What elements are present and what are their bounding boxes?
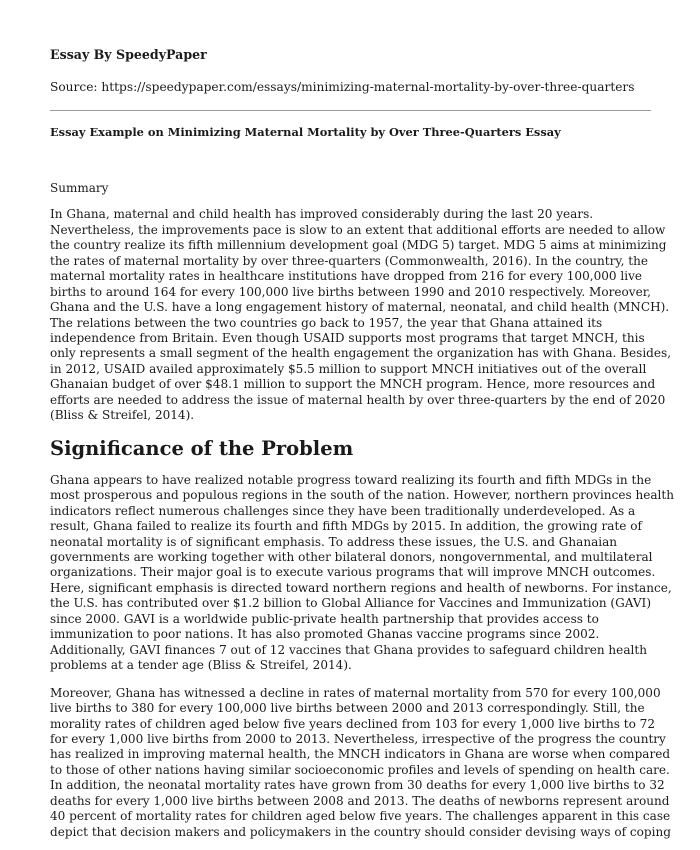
summary-label: Summary [50,181,109,195]
paragraph-significance: Ghana appears to have realized notable progress toward realizing its fourth and fifth MDGs in the most prosperous and populous regions in the south of the nation. However, northern provinces health indicators reflect numerous challenges since they have been traditionally underdeveloped. As a result, Ghana failed to realize its fourth and fifth MDGs by 2015. In addition, the growing rate of neonatal mortality is of significant emphasis. To address these issues, the U.S. and Ghanaian governments are working together with other bilateral donors, nongovernmental, and multilateral organizations. Their major goal is to execute various programs that will improve MNCH outcomes. Here, significant emphasis is directed toward northern regions and health of newborns. For instance, the U.S. has contributed over $1.2 billion to Global Alliance for Vaccines and Immunization (GAVI) since 2000. GAVI is a worldwide public-private health partnership that provides access to immunization to poor nations. It has also promoted Ghanas vaccine programs since 2002. Additionally, GAVI finances 7 out of 12 vaccines that Ghana provides to safeguard children health problems at a tender age (Bliss & Streifel, 2014). [50,472,674,673]
header-divider [50,110,651,111]
essay-title: Essay Example on Minimizing Maternal Mortality by Over Three-Quarters Essay [50,125,561,139]
paragraph-mortality: Moreover, Ghana has witnessed a decline in rates of maternal mortality from 570 for every 100,000 live births to 380 for every 100,000 live births between 2000 and 2013 correspondingly. Still, the morality rates of children aged below five years declined from 103 for every 1,000 live births to 72 for every 1,000 live births from 2000 to 2013. Nevertheless, irrespective of the progress the country has realized in improving maternal health, the MNCH indicators in Ghana are worse when compared to those of other nations having similar socioeconomic profiles and levels of spending on health care. In addition, the neonatal mortality rates have grown from 30 deaths for every 1,000 live births to 32 deaths for every 1,000 live births between 2008 and 2013. The deaths of newborns represent around 40 percent of mortality rates for children aged below five years. The challenges apparent in this case depict that decision makers and policymakers in the country should consider devising ways of coping [50,685,671,839]
paragraph-summary: In Ghana, maternal and child health has improved considerably during the last 20 years. Nevertheless, the improvements pace is slow to an extent that additional efforts are needed to allow the country realize its fifth millennium development goal (MDG 5) target. MDG 5 aims at minimizing the rates of maternal mortality by over three-quarters (Commonwealth, 2016). In the country, the maternal mortality rates in healthcare institutions have dropped from 216 for every 100,000 live births to around 164 for every 100,000 live births between 1990 and 2010 respectively. Moreover, Ghana and the U.S. have a long engagement history of maternal, neonatal, and child health (MNCH). The relations between the two countries go back to 1957, the year that Ghana attained its independence from Britain. Even though USAID supports most programs that target MNCH, this only represents a small segment of the health engagement the organization has with Ghana. Besides, in 2012, USAID availed approximately $5.5 million to support MNCH initiatives out of the overall Ghanaian budget of over $48.1 million to support the MNCH program. Hence, more resources and efforts are needed to address the issue of maternal health by over three-quarters by the end of 2020 (Bliss & Streifel, 2014). [50,207,672,423]
section-heading: Significance of the Problem [50,436,354,460]
brand-title: Essay By SpeedyPaper [50,47,207,62]
source-line: Source: https://speedypaper.com/essays/minimizing-maternal-mortality-by-over-three-quarters [50,80,635,94]
